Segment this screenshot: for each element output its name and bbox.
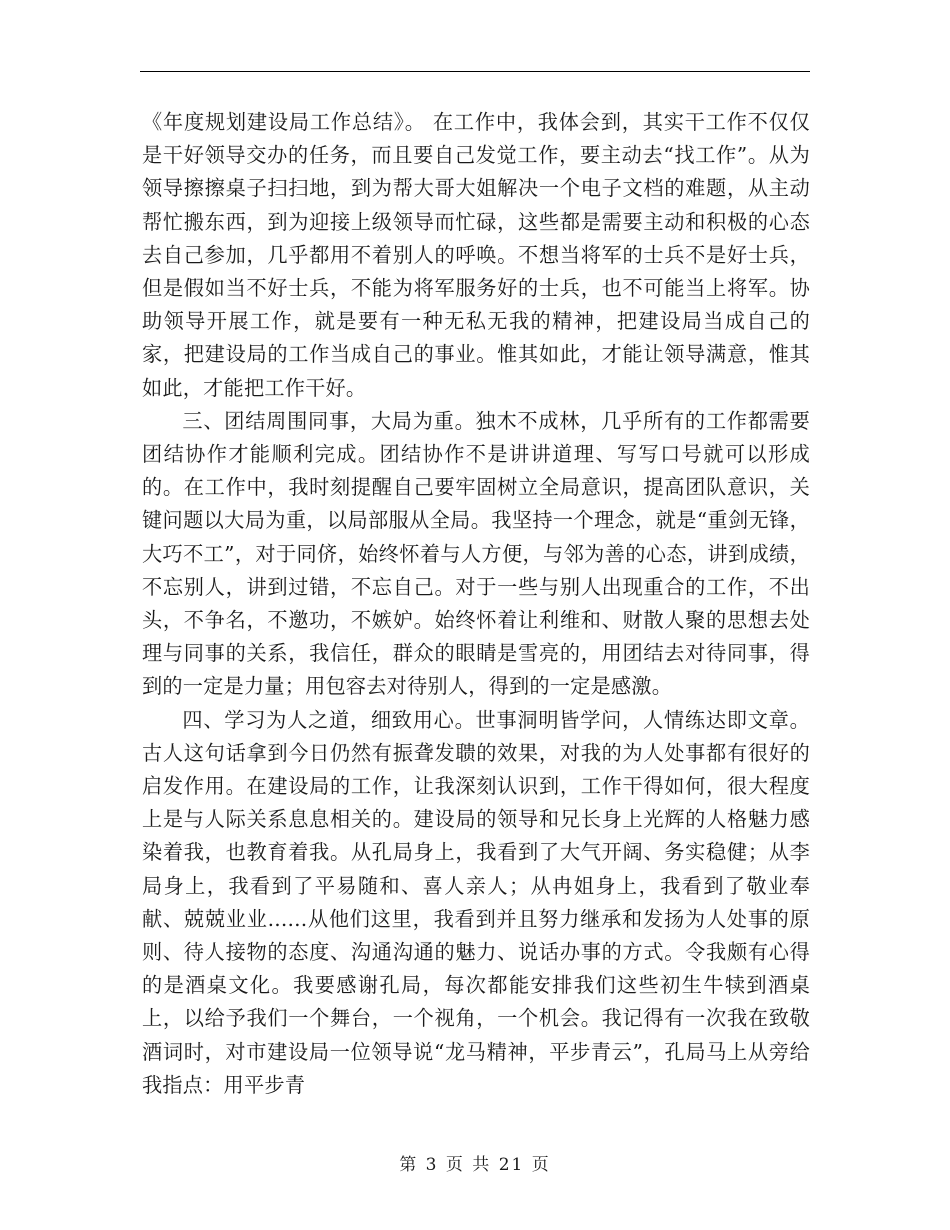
page-number: 第 3 页 共 21 页 — [399, 1155, 551, 1175]
paragraph-continuation: 《年度规划建设局工作总结》。 在工作中，我体会到，其实干工作不仅仅是干好领导交办的任务，而且要自己发觉工作，要主动去“找工作”。从为领导擦擦桌子扫扫地，到为帮大哥大姐解决一个电子文档的难题，从主动帮忙搬东西，到为迎接上级领导而忙碌，这些都是需要主动和积极的心态去自己参加，几乎都用不着别人的呼唤。不想当将军的士兵不是好士兵，但是假如当不好士兵，不能为将军服务好的士兵，也不可能当上将军。协助领导开展工作，就是要有一种无私无我的精神，把建设局当成自己的家，把建设局的工作当成自己的事业。惟其如此，才能让领导满意，惟其如此，才能把工作干好。 — [142, 110, 810, 400]
header-rule — [140, 71, 810, 72]
paragraph-section-three: 三、团结周围同事，大局为重。独木不成林，几乎所有的工作都需要团结协作才能顺利完成。团结协作不是讲讲道理、写写口号就可以形成的。在工作中，我时刻提醒自己要牢固树立全局意识，提高团队意识，关键问题以大局为重，以局部服从全局。我坚持一个理念，就是“重剑无锋，大巧不工”，对于同侪，始终怀着与人方便，与邻为善的心态，讲到成绩，不忘别人，讲到过错，不忘自己。对于一些与别人出现重合的工作，不出头，不争名，不邀功，不嫉妒。始终怀着让利维和、财散人聚的思想去处理与同事的关系，我信任，群众的眼睛是雪亮的，用团结去对待同事，得到的一定是力量；用包容去对待别人，得到的一定是感激。 — [142, 408, 810, 699]
paragraph-section-four: 四、学习为人之道，细致用心。世事洞明皆学问，人情练达即文章。古人这句话拿到今日仍然有振聋发聩的效果，对我的为人处事都有很好的启发作用。在建设局的工作，让我深刻认识到，工作干得如何，很大程度上是与人际关系息息相关的。建设局的领导和兄长身上光辉的人格魅力感染着我，也教育着我。从孔局身上，我看到了大气开阔、务实稳健；从李局身上，我看到了平易随和、喜人亲人；从冉姐身上，我看到了敬业奉献、兢兢业业......从他们这里，我看到并且努力继承和发扬为人处事的原则、待人接物的态度、沟通沟通的魅力、说话办事的方式。令我颇有心得的是酒桌文化。我要感谢孔局，每次都能安排我们这些初生牛犊到酒桌上，以给予我们一个舞台，一个视角，一个机会。我记得有一次我在致敬酒词时，对市建设局一位领导说“龙马精神，平步青云”，孔局马上从旁给我指点：用平步青 — [142, 707, 810, 1097]
document-body — [142, 106, 810, 1102]
